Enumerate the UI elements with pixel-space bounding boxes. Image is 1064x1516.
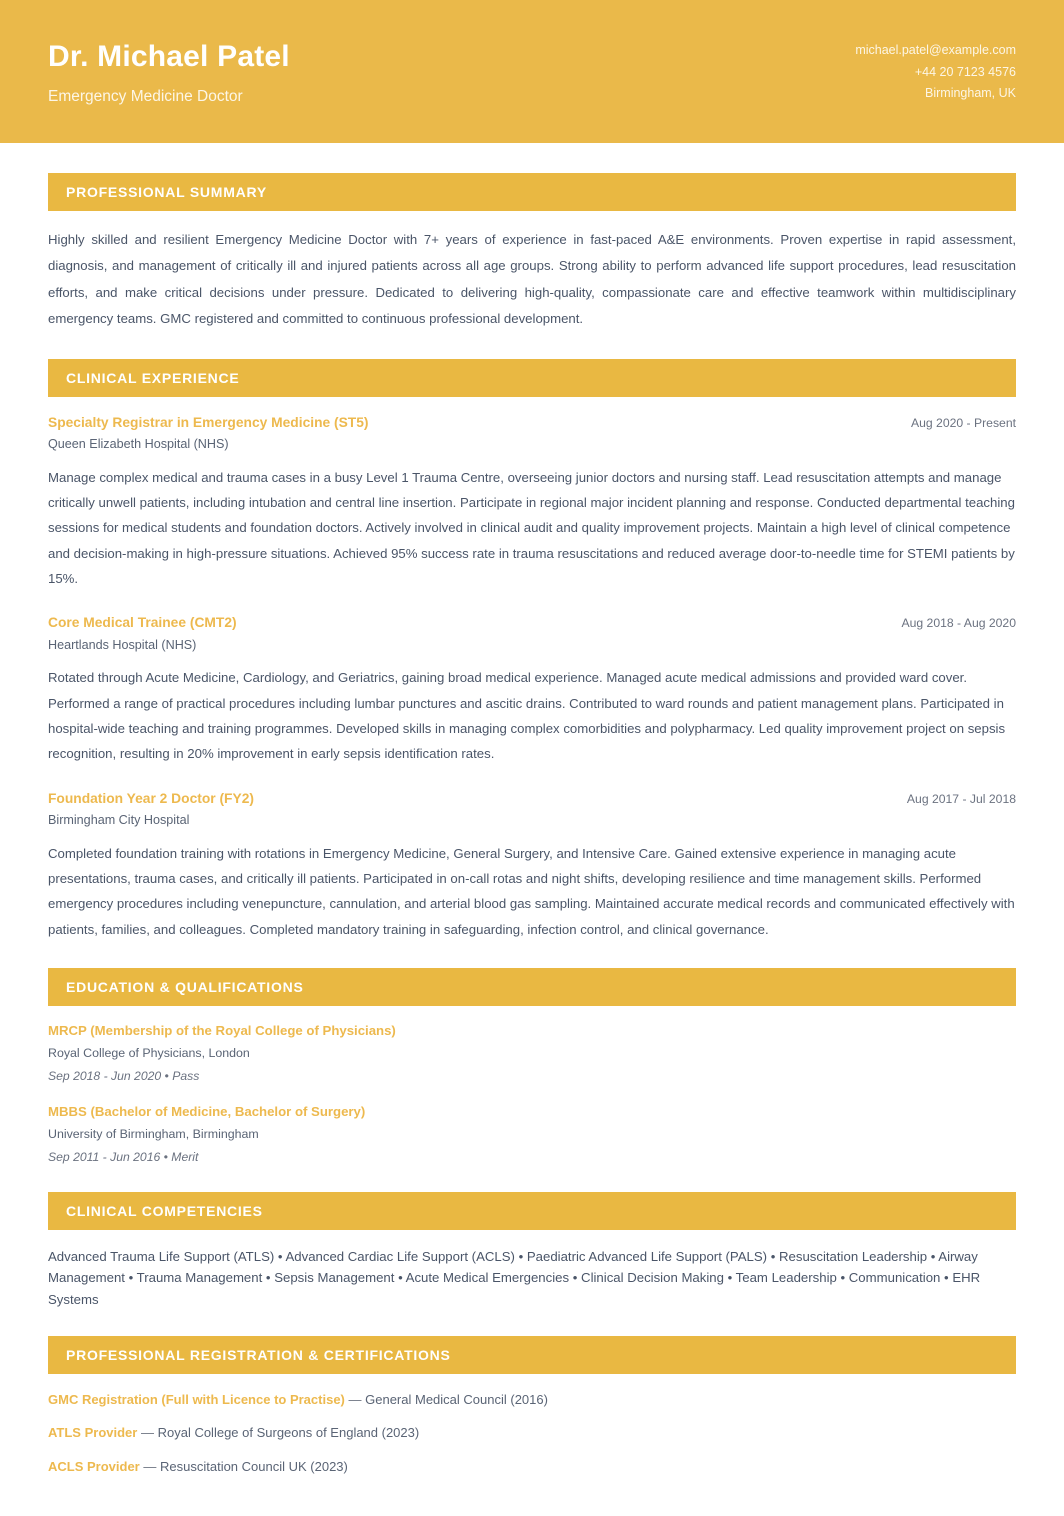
section-heading-education: EDUCATION & QUALIFICATIONS: [66, 978, 304, 995]
header-identity: [48, 36, 290, 107]
header-subtitle: Emergency Medicine Doctor: [48, 88, 243, 106]
experience-description: Rotated through Acute Medicine, Cardiology, and Geriatrics, gaining broad medical experience. Managed acute medical admissions and provided ward cover. Performed a range of practical procedures including lumbar punctures and ascitic drains. Contributed to ward rounds and patient management plans. Participated in hospital-wide teaching and training programmes. Developed skills in managing complex comorbidities and polypharmacy. Led quality improvement project on sepsis recognition, resulting in 20% improvement in early sepsis identification rates.: [48, 670, 1006, 762]
page-title: Dr. Michael Patel: [48, 39, 290, 73]
contact-location: Birmingham, UK: [925, 86, 1016, 101]
section-heading-summary: PROFESSIONAL SUMMARY: [66, 184, 267, 200]
education-institution: University of Birmingham, Birmingham: [48, 1127, 259, 1142]
section-header-bar: [48, 359, 1016, 397]
certification-issuer: General Medical Council (2016): [365, 1391, 548, 1407]
section-education: [48, 968, 1016, 1166]
resume-header: [0, 0, 1064, 143]
experience-header: [48, 789, 1016, 808]
certification-issuer: Royal College of Surgeons of England (2023): [157, 1425, 420, 1441]
resume-body: [0, 143, 1064, 1516]
section-header-bar: [48, 173, 1016, 211]
contact-email[interactable]: michael.patel@example.com: [855, 43, 1016, 58]
certification-separator: —: [143, 1458, 157, 1474]
experience-organization: Birmingham City Hospital: [48, 812, 190, 827]
section-header-bar: [48, 1336, 1016, 1374]
experience-header: [48, 413, 1016, 432]
section-clinical-experience: [48, 359, 1016, 942]
section-certifications: [48, 1336, 1016, 1477]
certification-name: GMC Registration (Full with Licence to Practise): [48, 1391, 345, 1407]
section-body-competencies: [48, 1230, 1016, 1310]
education-institution: Royal College of Physicians, London: [48, 1046, 250, 1061]
section-body-experience: [48, 397, 1016, 942]
section-header-bar: [48, 1192, 1016, 1230]
certification-separator: —: [140, 1425, 154, 1441]
experience-role: Core Medical Trainee (CMT2): [48, 615, 237, 631]
education-dates-grade: Sep 2018 - Jun 2020 • Pass: [48, 1068, 200, 1083]
experience-dates: Aug 2018 - Aug 2020: [901, 616, 1016, 631]
experience-dates: Aug 2017 - Jul 2018: [906, 791, 1016, 806]
section-body-education: [48, 1006, 1016, 1166]
experience-description: Manage complex medical and trauma cases in a busy Level 1 Trauma Centre, overseeing junior doctors and nursing staff. Lead resuscitation attempts and manage critically unwell patients, including intubation and central line insertion. Participate in regional major incident planning and response. Conducted departmental teaching sessions for medical students and foundation doctors. Actively involved in clinical audit and quality improvement projects. Maintain a high level of clinical competence and decision-making in high-pressure situations. Achieved 95% success rate in trauma resuscitations and reduced average door-to-needle time for STEMI patients by 15%.: [48, 469, 1015, 586]
section-heading-competencies: CLINICAL COMPETENCIES: [66, 1202, 263, 1219]
certification-item: [48, 1457, 1016, 1477]
competencies-list: Advanced Trauma Life Support (ATLS) • Advanced Cardiac Life Support (ACLS) • Paediatric Advanced Life Support (PALS) • Resuscitation Leadership • Airway Management • Trauma Management • Sepsis Management • Acute Medical Emergencies • Clinical Decision Making • Team Leadership • Communication • EHR Systems: [48, 1248, 981, 1307]
section-header-bar: [48, 968, 1016, 1006]
section-body-certifications: [48, 1374, 1016, 1477]
experience-item: [48, 613, 1016, 766]
contact-phone[interactable]: +44 20 7123 4576: [914, 64, 1016, 79]
experience-role: Specialty Registrar in Emergency Medicine (ST5): [48, 414, 369, 430]
section-heading-certifications: PROFESSIONAL REGISTRATION & CERTIFICATIONS: [66, 1346, 451, 1363]
contact-block: [855, 38, 1016, 105]
experience-header: [48, 613, 1016, 632]
certification-name: ATLS Provider: [48, 1425, 138, 1441]
section-professional-summary: [48, 173, 1016, 333]
education-item: [48, 1022, 1016, 1085]
experience-role: Foundation Year 2 Doctor (FY2): [48, 790, 254, 806]
summary-paragraph: Highly skilled and resilient Emergency Medicine Doctor with 7+ years of experience in fast-paced A&E environments. Proven expertise in rapid assessment, diagnosis, and management of critically ill and injured patients across all age groups. Strong ability to perform advanced life support procedures, lead resuscitation efforts, and make critical decisions under pressure. Dedicated to delivering high-quality, compassionate care and effective teamwork within multidisciplinary emergency teams. GMC registered and committed to continuous professional development.: [48, 232, 1016, 327]
experience-dates: Aug 2020 - Present: [910, 415, 1016, 430]
education-degree: MBBS (Bachelor of Medicine, Bachelor of Surgery): [48, 1103, 366, 1119]
certification-item: [48, 1423, 1016, 1443]
experience-item: [48, 413, 1016, 592]
education-degree: MRCP (Membership of the Royal College of Physicians): [48, 1022, 396, 1038]
experience-description: Completed foundation training with rotations in Emergency Medicine, General Surgery, and Intensive Care. Gained extensive experience in managing acute presentations, trauma cases, and critically ill patients. Participated in on-call rotas and night shifts, developing resilience and time management skills. Performed emergency procedures including venepuncture, cannulation, and arterial blood gas sampling. Maintained accurate medical records and communicated effectively with patients, families, and colleagues. Completed mandatory training in safeguarding, infection control, and clinical governance.: [48, 845, 1015, 937]
experience-organization: Heartlands Hospital (NHS): [48, 637, 197, 652]
education-dates-grade: Sep 2011 - Jun 2016 • Merit: [48, 1149, 199, 1164]
section-heading-experience: CLINICAL EXPERIENCE: [66, 369, 240, 386]
experience-item: [48, 789, 1016, 942]
education-item: [48, 1103, 1016, 1166]
section-body-summary: [48, 211, 1016, 333]
experience-organization: Queen Elizabeth Hospital (NHS): [48, 436, 229, 451]
certification-issuer: Resuscitation Council UK (2023): [160, 1458, 348, 1474]
certification-item: [48, 1390, 1016, 1410]
section-clinical-competencies: [48, 1192, 1016, 1310]
certification-name: ACLS Provider: [48, 1458, 140, 1474]
certification-separator: —: [348, 1391, 362, 1407]
